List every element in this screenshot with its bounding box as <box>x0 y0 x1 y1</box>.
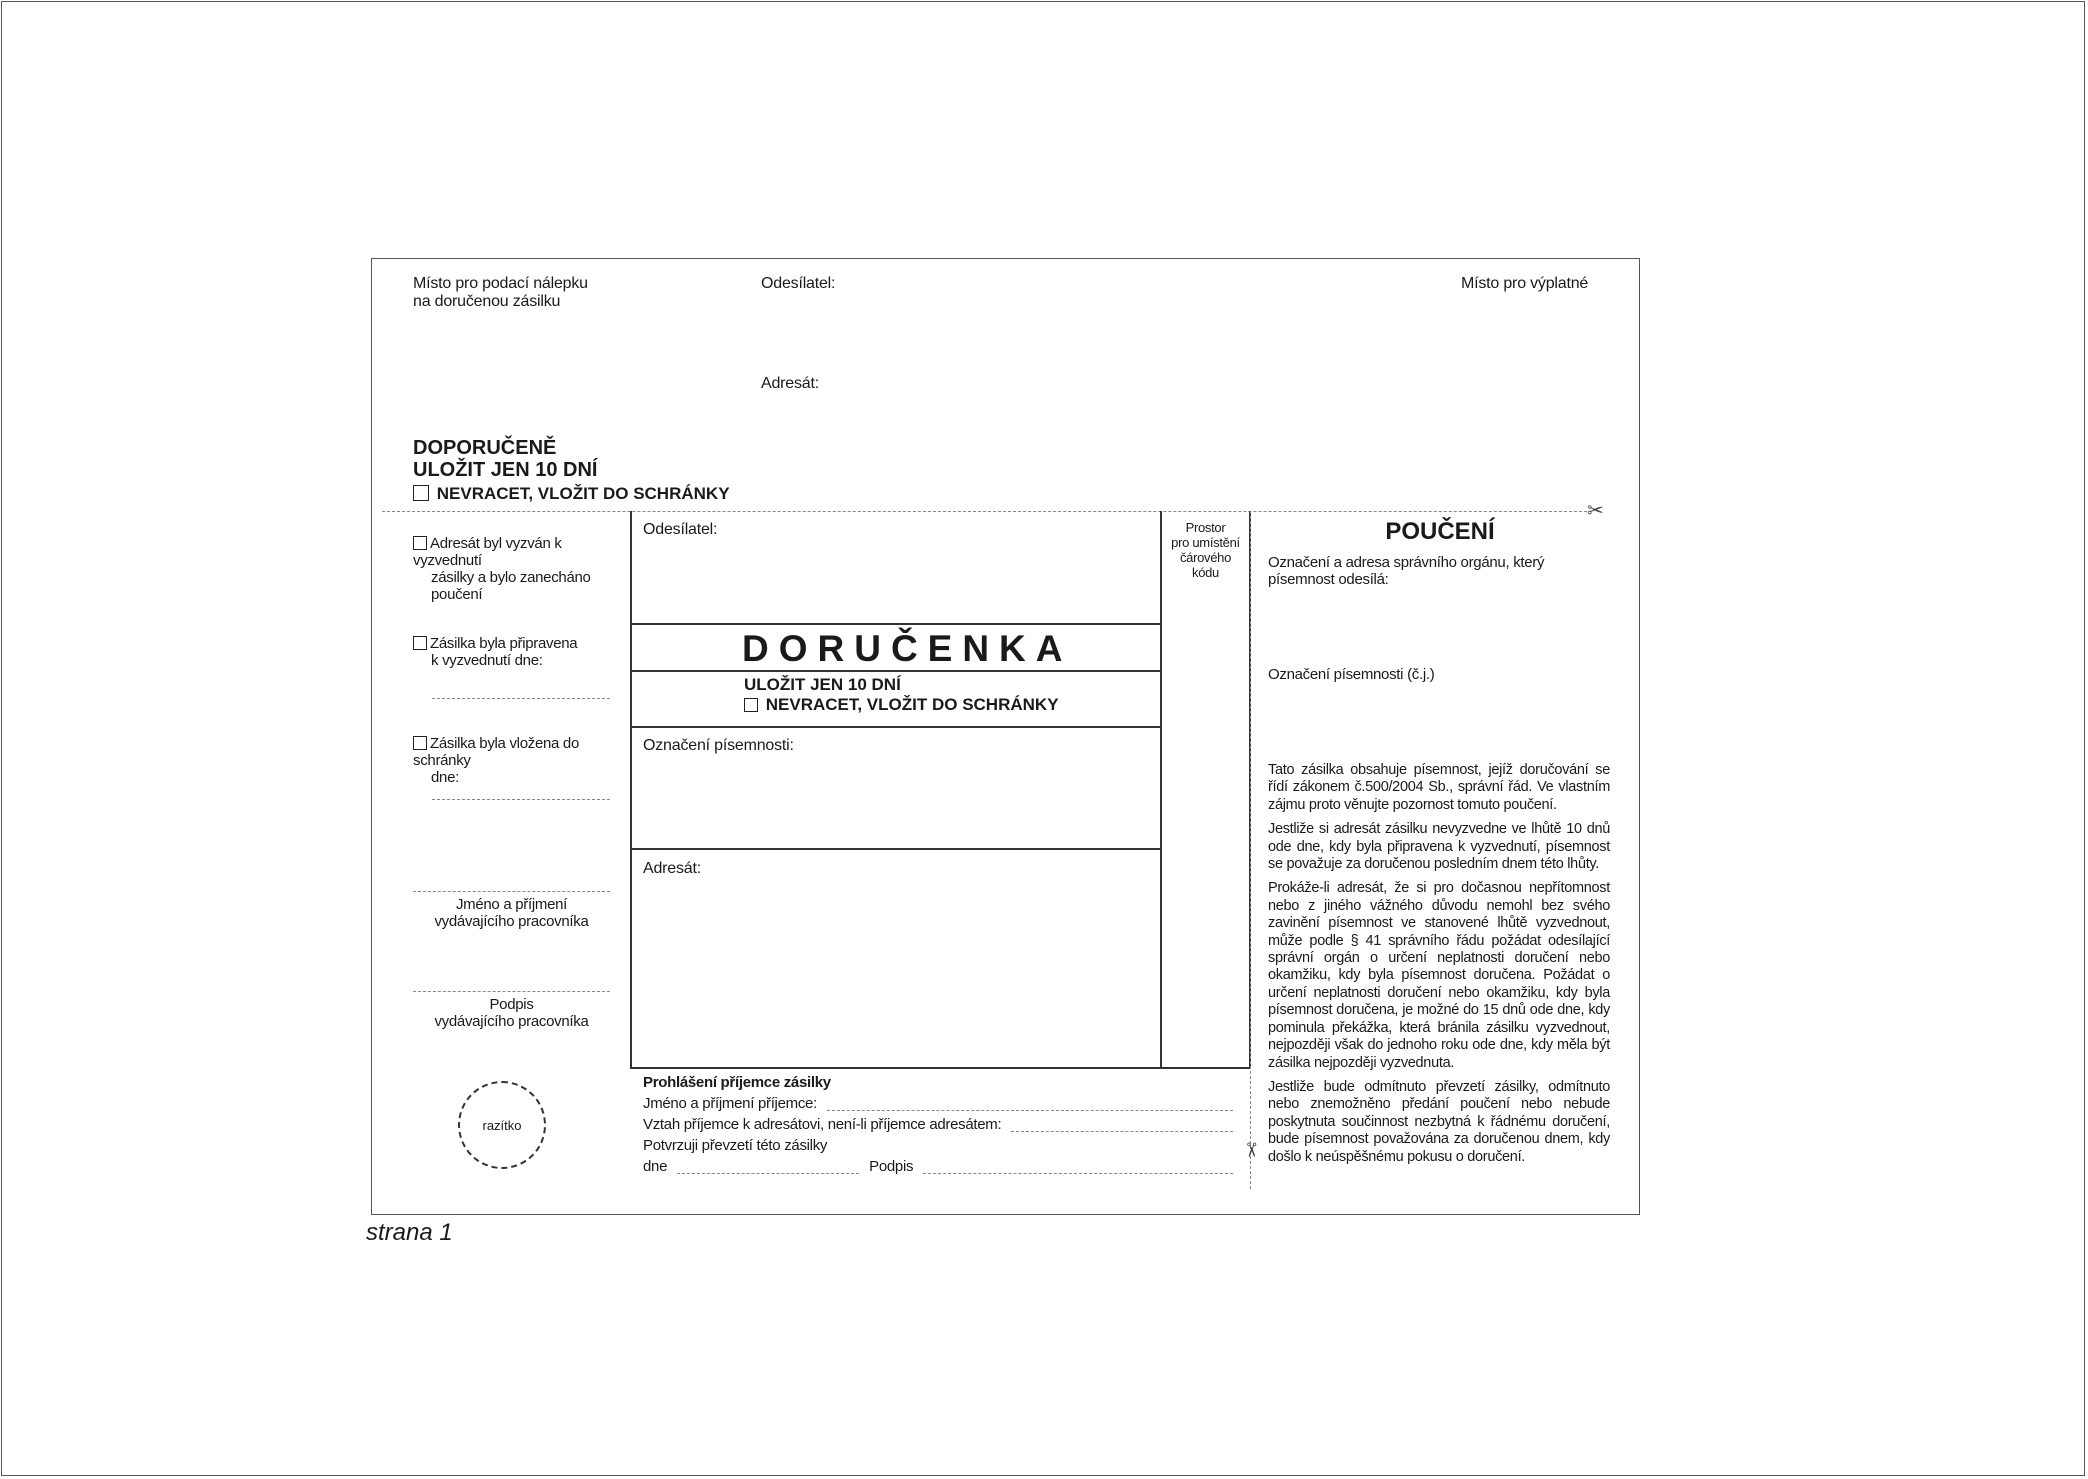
instructions-paragraph4: Jestliže bude odmítnuto převzetí zásilky, odmítnuto nebo znemožněno předání poučení nebo nebude poskytnuta součinnost nezbytná k řádnému doručení, bude písemnost považována za doručenou dnem, kdy došlo k neúspěšnému pokusu o doručení. <box>1268 1078 1610 1165</box>
perforation-line <box>382 511 1587 512</box>
receipt-date-label: dne <box>643 1158 668 1175</box>
instructions-paragraph2: Jestliže si adresát zásilku nevyzvedne ve lhůtě 10 dnů ode dne, kdy byla připravena k vyzvednutí, písemnost se považuje za doručenou posledním dnem této lhůty. <box>1268 821 1610 873</box>
center-storage-block <box>744 675 1059 715</box>
receipt-date-line[interactable] <box>677 1173 859 1174</box>
recipient-relation-label: Vztah příjemce k adresátovi, není-li příjemce adresátem: <box>643 1116 1002 1133</box>
center-store-10-days: ULOŽIT JEN 10 DNÍ <box>744 675 901 694</box>
postage-area-label: Místo pro výplatné <box>1461 275 1589 292</box>
check2-line1: Zásilka byla připravena <box>430 635 578 652</box>
worker-name-line1: Jméno a příjmení <box>455 896 568 913</box>
center-no-return-option[interactable] <box>744 695 1059 715</box>
recipient-declaration <box>643 1072 1233 1177</box>
recipient-relation-line[interactable] <box>1011 1131 1233 1132</box>
sticker-label-line2: na doručenou zásilku <box>413 293 561 310</box>
worker-name-caption <box>413 896 610 930</box>
vertical-scissors-icon: ✂ <box>1239 1141 1262 1159</box>
recipient-name-label: Jméno a příjmení příjemce: <box>643 1095 817 1112</box>
document-section-divider <box>630 848 1162 850</box>
stamp-label: razítko <box>482 1117 522 1133</box>
worker-name-line2: vydávajícího pracovníka <box>434 913 589 930</box>
worker-name-line[interactable] <box>413 891 610 892</box>
inserted-date-line[interactable] <box>432 799 610 800</box>
recipient-name-line[interactable] <box>827 1110 1233 1111</box>
instructions-paragraph1: Tato zásilka obsahuje písemnost, jejíž doručování se řídí zákonem č.500/2004 Sb., správní řád. Ve vlastním zájmu proto věnujte pozornost tomuto poučení. <box>1268 762 1610 813</box>
barcode-line3: čárového <box>1179 550 1232 565</box>
called-checkbox[interactable] <box>413 536 427 550</box>
registered-heading: DOPORUČENĚ <box>413 437 557 459</box>
center-no-return-label: NEVRACET, VLOŽIT DO SCHRÁNKY <box>765 695 1059 714</box>
recipient-signature-line[interactable] <box>923 1173 1233 1174</box>
barcode-line2: pro umístění <box>1171 535 1240 550</box>
inserted-checkbox[interactable] <box>413 736 427 750</box>
store-10-days-heading: ULOŽIT JEN 10 DNÍ <box>413 459 598 481</box>
center-box-left-border <box>630 511 632 1068</box>
reference-label: Označení písemnosti (č.j.) <box>1268 666 1435 683</box>
check1-line2: zásilky a bylo zanecháno poučení <box>431 569 591 603</box>
scissors-icon: ✂ <box>1587 500 1604 522</box>
document-mark-label: Označení písemnosti: <box>643 737 794 754</box>
check3-line1: Zásilka byla vložena do schránky <box>413 735 580 769</box>
center-addressee-label: Adresát: <box>643 860 701 877</box>
center-sender-label: Odesílatel: <box>643 521 718 538</box>
center-box-bottom-border <box>630 1067 1251 1069</box>
no-return-option[interactable] <box>413 484 730 504</box>
signature-line1: Podpis <box>489 996 534 1013</box>
barcode-line4: kódu <box>1192 565 1219 580</box>
sticker-label-line1: Místo pro podací nálepku <box>413 275 588 292</box>
prepared-date-line[interactable] <box>432 698 610 699</box>
recipient-relation-row[interactable] <box>643 1114 1233 1135</box>
check-inserted-item[interactable] <box>413 735 623 786</box>
confirm-receipt-label: Potvrzuji převzetí této zásilky <box>643 1137 828 1154</box>
prepared-checkbox[interactable] <box>413 636 427 650</box>
vertical-perforation-line <box>1250 511 1251 1189</box>
instructions-text <box>1268 762 1610 1173</box>
instructions-paragraph3: Prokáže-li adresát, že si pro dočasnou nepřítomnost nebo z jiného vážného důvodu nemohl bez svého zavinění písemnost ve stanovené lhůtě vyzvednout, může podle § 41 správního řádu požádat odesílající správní orgán o určení neplatnosti doručení nebo okamžiku, kdy byla písemnost doručena. Požádat o určení neplatnosti doručení nebo okamžiku, kdy byla písemnost doručena, je možné do 15 dnů ode dne, kdy pominula překážka, která bránila zásilku vyzvednout, nejpozději však do jednoho roku ode dne, kdy měla být zásilka nejpozději vyzvednuta. <box>1268 880 1610 1071</box>
check1-line1: Adresát byl vyzván k vyzvednutí <box>413 535 562 569</box>
authority-label: Označení a adresa správního orgánu, který písemnost odesílá: <box>1268 554 1545 588</box>
worker-signature-line[interactable] <box>413 991 610 992</box>
page-number-label: strana 1 <box>366 1219 453 1246</box>
top-sender-label: Odesílatel: <box>761 275 836 292</box>
instructions-title: POUČENÍ <box>1385 518 1495 545</box>
declaration-title: Prohlášení příjemce zásilky <box>643 1074 831 1091</box>
barcode-line1: Prostor <box>1185 520 1226 535</box>
check-called-item[interactable] <box>413 535 623 603</box>
center-box-right-border <box>1160 511 1162 1068</box>
recipient-name-row[interactable] <box>643 1093 1233 1114</box>
no-return-checkbox[interactable] <box>413 485 429 501</box>
storage-section-divider <box>630 726 1162 728</box>
signature-line2: vydávajícího pracovníka <box>434 1013 589 1030</box>
no-return-label: NEVRACET, VLOŽIT DO SCHRÁNKY <box>436 484 730 503</box>
center-no-return-checkbox[interactable] <box>744 698 758 712</box>
dorucenka-title: DORUČENKA <box>742 628 1073 669</box>
worker-signature-caption <box>413 996 610 1030</box>
barcode-area-label <box>1162 520 1249 580</box>
sender-section-divider <box>630 623 1162 625</box>
date-signature-row[interactable] <box>643 1156 1233 1177</box>
top-addressee-label: Adresát: <box>761 375 819 392</box>
sticker-area-label <box>413 275 588 311</box>
check2-line2: k vyzvednutí dne: <box>431 652 543 669</box>
check-prepared-item[interactable] <box>413 635 623 669</box>
check3-line2: dne: <box>431 769 459 786</box>
recipient-signature-label: Podpis <box>869 1158 914 1175</box>
stamp-circle <box>458 1081 546 1169</box>
